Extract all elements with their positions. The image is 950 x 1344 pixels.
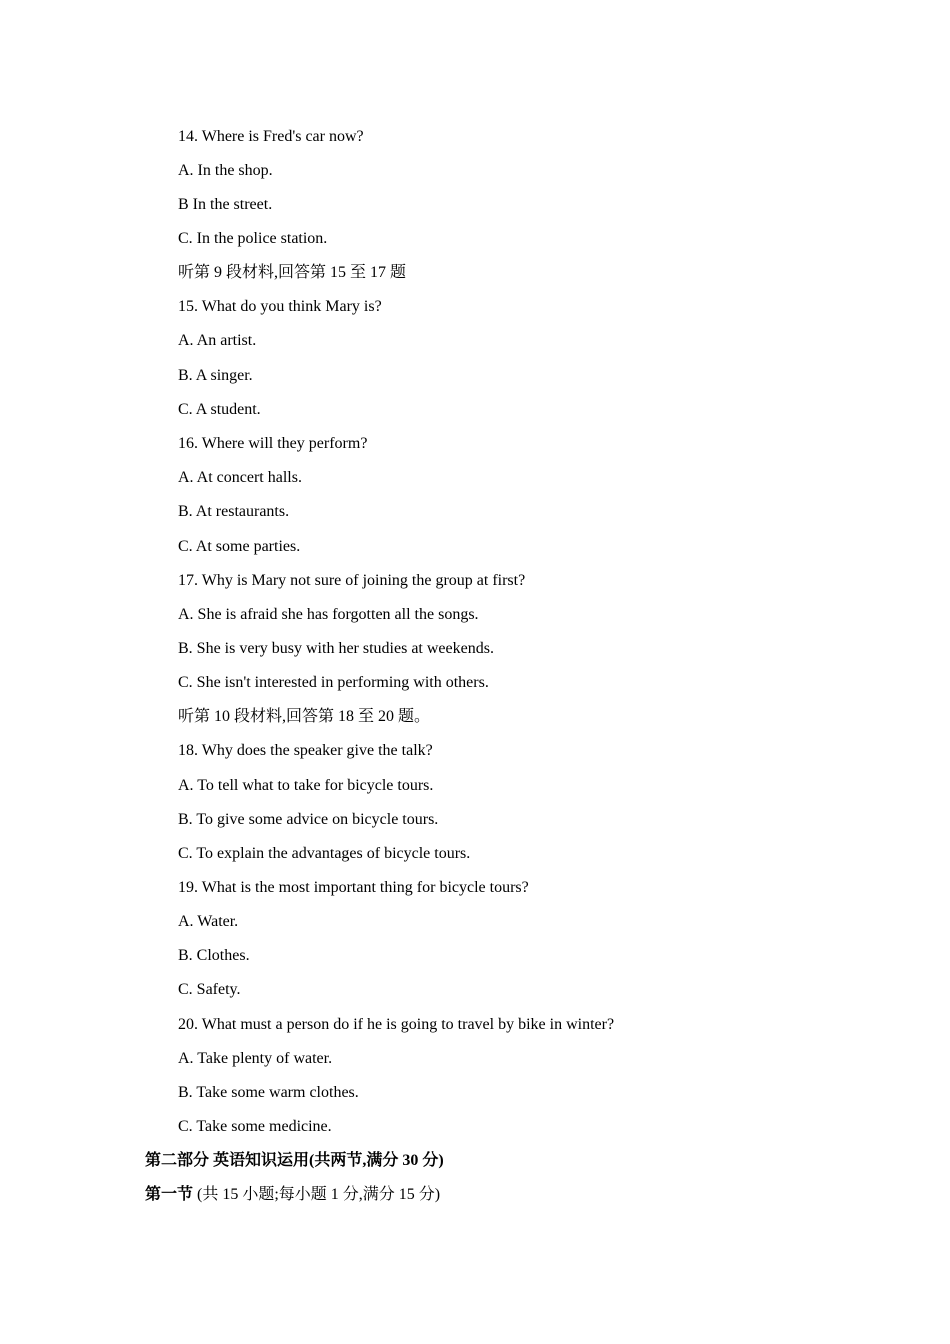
- option-19b: B. Clothes.: [178, 947, 250, 964]
- option-14b: B In the street.: [178, 196, 273, 213]
- option-20b: B. Take some warm clothes.: [178, 1084, 359, 1101]
- instruction-passage-9: 听第 9 段材料,回答第 15 至 17 题: [178, 264, 407, 281]
- option-15b: B. A singer.: [178, 367, 253, 384]
- option-15c: C. A student.: [178, 401, 261, 418]
- option-17c: C. She isn't interested in performing with others.: [178, 674, 489, 691]
- question-16: 16. Where will they perform?: [178, 435, 368, 452]
- option-18b: B. To give some advice on bicycle tours.: [178, 811, 439, 828]
- question-18: 18. Why does the speaker give the talk?: [178, 742, 433, 759]
- option-17b: B. She is very busy with her studies at weekends.: [178, 640, 494, 657]
- option-20c: C. Take some medicine.: [178, 1118, 332, 1135]
- section-one-detail: (共 15 小题;每小题 1 分,满分 15 分): [193, 1186, 441, 1203]
- option-18a: A. To tell what to take for bicycle tours.: [178, 777, 434, 794]
- instruction-passage-10: 听第 10 段材料,回答第 18 至 20 题。: [178, 708, 431, 725]
- question-14: 14. Where is Fred's car now?: [178, 128, 364, 145]
- question-20: 20. What must a person do if he is going to travel by bike in winter?: [178, 1016, 615, 1033]
- option-14a: A. In the shop.: [178, 162, 273, 179]
- option-17a: A. She is afraid she has forgotten all the songs.: [178, 606, 479, 623]
- option-19a: A. Water.: [178, 913, 239, 930]
- question-17: 17. Why is Mary not sure of joining the group at first?: [178, 572, 526, 589]
- section-one-heading: [145, 1185, 440, 1205]
- option-19c: C. Safety.: [178, 981, 241, 998]
- question-15: 15. What do you think Mary is?: [178, 298, 382, 315]
- option-16b: B. At restaurants.: [178, 503, 290, 520]
- option-15a: A. An artist.: [178, 332, 257, 349]
- section-one-title: 第一节: [145, 1186, 194, 1203]
- option-16a: A. At concert halls.: [178, 469, 302, 486]
- option-20a: A. Take plenty of water.: [178, 1050, 333, 1067]
- part-two-heading: 第二部分 英语知识运用(共两节,满分 30 分): [145, 1152, 444, 1169]
- question-19: 19. What is the most important thing for bicycle tours?: [178, 879, 529, 896]
- option-18c: C. To explain the advantages of bicycle tours.: [178, 845, 471, 862]
- option-16c: C. At some parties.: [178, 538, 301, 555]
- option-14c: C. In the police station.: [178, 230, 328, 247]
